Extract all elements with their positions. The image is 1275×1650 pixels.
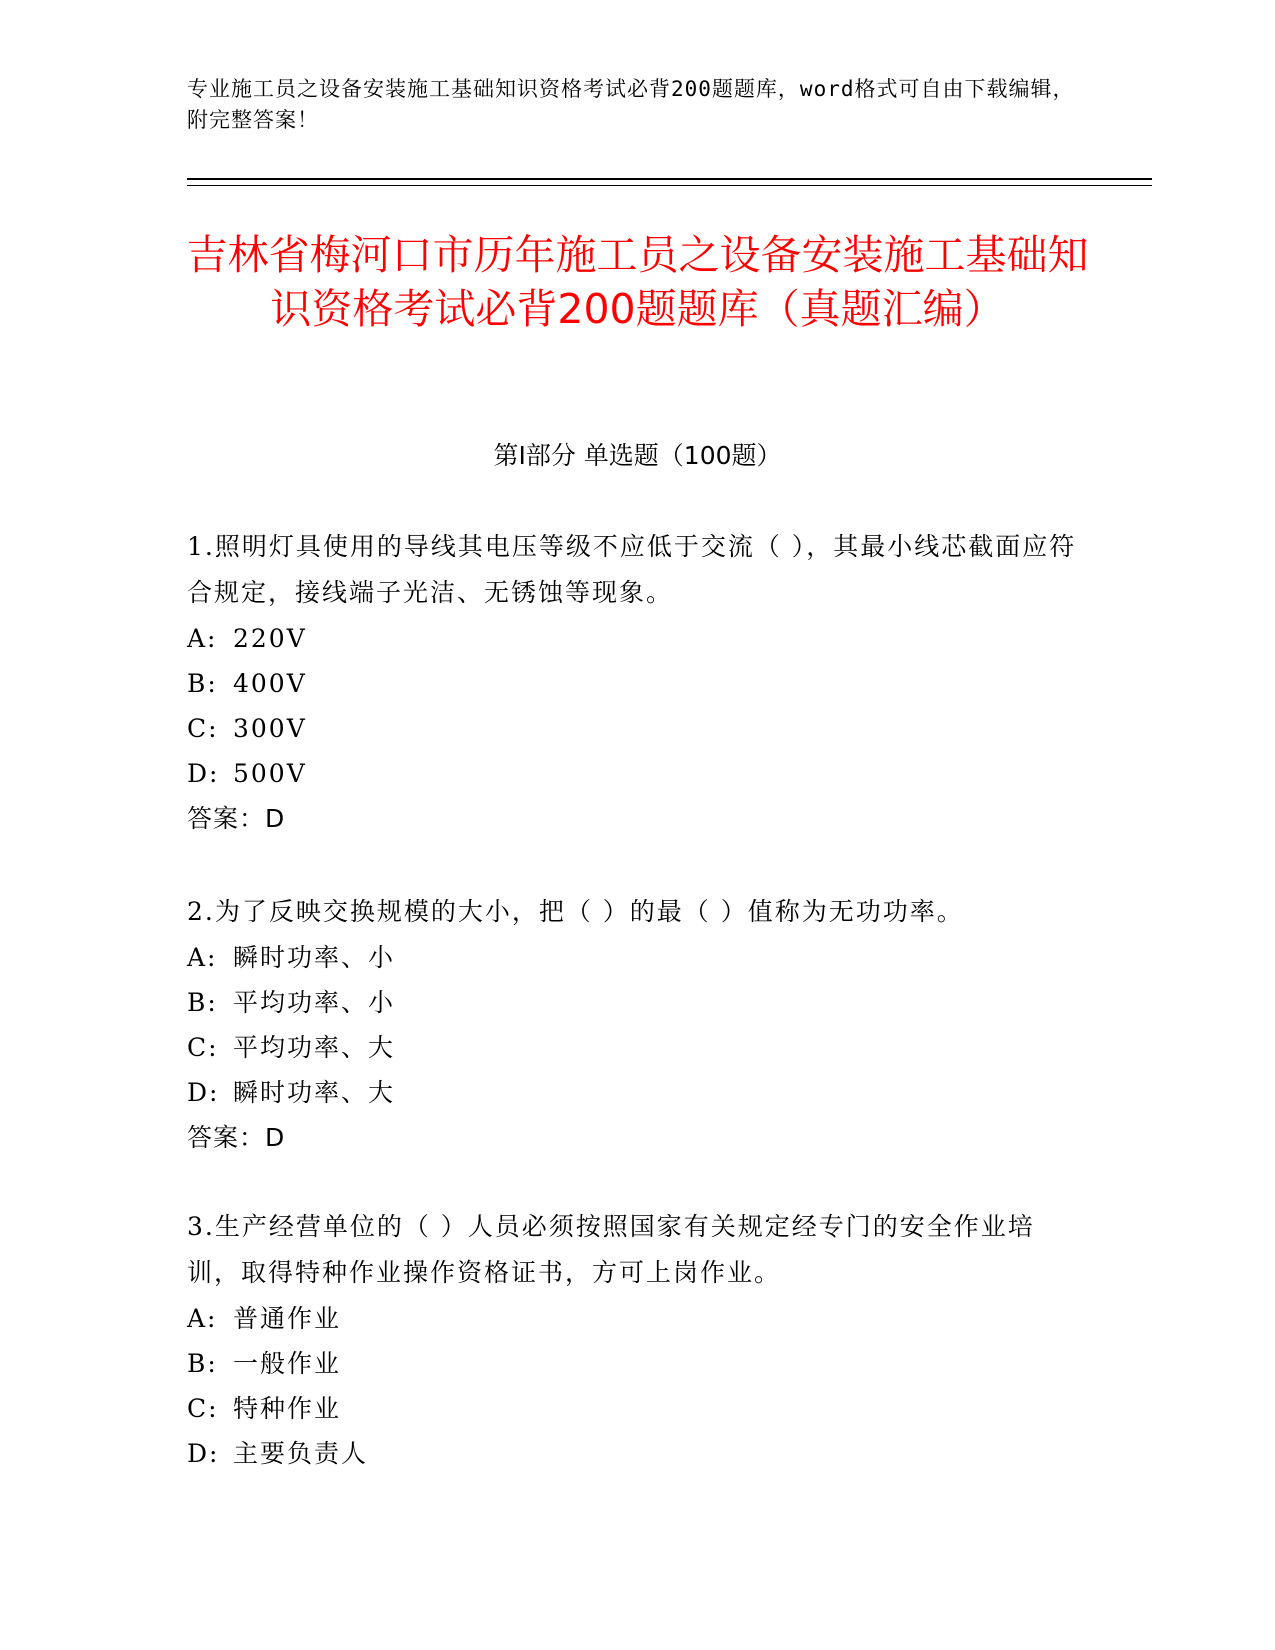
option-key: C: (187, 1394, 219, 1423)
option-c (187, 1386, 1087, 1431)
option-d (187, 1431, 1087, 1476)
option-b (187, 661, 1087, 706)
question-stem: 2.为了反映交换规模的大小，把（ ）的最（ ）值称为无功功率。 (187, 897, 964, 926)
option-text: 平均功率、小 (233, 988, 396, 1017)
option-text: 220V (233, 624, 307, 653)
option-text: 普通作业 (233, 1304, 342, 1333)
option-text: 特种作业 (233, 1394, 342, 1423)
option-text: 300V (233, 714, 307, 743)
option-key: D: (187, 759, 220, 788)
question-1 (187, 524, 1087, 842)
option-text: 瞬时功率、大 (233, 1078, 396, 1107)
option-key: B: (187, 1349, 218, 1378)
option-key: A: (187, 1304, 218, 1333)
option-key: B: (187, 988, 218, 1017)
option-a (187, 1296, 1087, 1341)
header-divider-thin (187, 185, 1152, 186)
answer: 答案：D (187, 1123, 286, 1152)
option-d (187, 1070, 1087, 1115)
header-divider (187, 178, 1152, 180)
option-b (187, 980, 1087, 1025)
option-c (187, 706, 1087, 751)
question-3 (187, 1204, 1087, 1476)
option-key: B: (187, 669, 218, 698)
option-d (187, 751, 1087, 796)
question-stem: 3.生产经营单位的（ ）人员必须按照国家有关规定经专门的安全作业培训，取得特种作业操作资格证书，方可上岗作业。 (187, 1212, 1035, 1287)
option-a (187, 616, 1087, 661)
option-key: A: (187, 624, 218, 653)
option-key: D: (187, 1439, 220, 1468)
option-text: 400V (233, 669, 307, 698)
option-text: 主要负责人 (233, 1439, 369, 1468)
question-stem: 1.照明灯具使用的导线其电压等级不应低于交流（ ），其最小线芯截面应符合规定，接线端子光洁、无锈蚀等现象。 (187, 532, 1077, 607)
option-a (187, 935, 1087, 980)
section-heading: 第I部分 单选题（100题） (493, 441, 782, 470)
option-key: A: (187, 943, 218, 972)
option-c (187, 1025, 1087, 1070)
header-note: 专业施工员之设备安装施工基础知识资格考试必背200题题库，word格式可自由下载编辑，附完整答案！ (187, 77, 1075, 132)
answer: 答案：D (187, 804, 286, 833)
option-key: C: (187, 714, 219, 743)
option-text: 500V (233, 759, 307, 788)
option-text: 平均功率、大 (233, 1033, 396, 1062)
question-2 (187, 889, 1087, 1161)
option-b (187, 1341, 1087, 1386)
option-text: 一般作业 (233, 1349, 342, 1378)
option-key: C: (187, 1033, 219, 1062)
document-title: 吉林省梅河口市历年施工员之设备安装施工基础知识资格考试必背200题题库（真题汇编） (186, 231, 1089, 333)
option-text: 瞬时功率、小 (233, 943, 396, 972)
option-key: D: (187, 1078, 220, 1107)
